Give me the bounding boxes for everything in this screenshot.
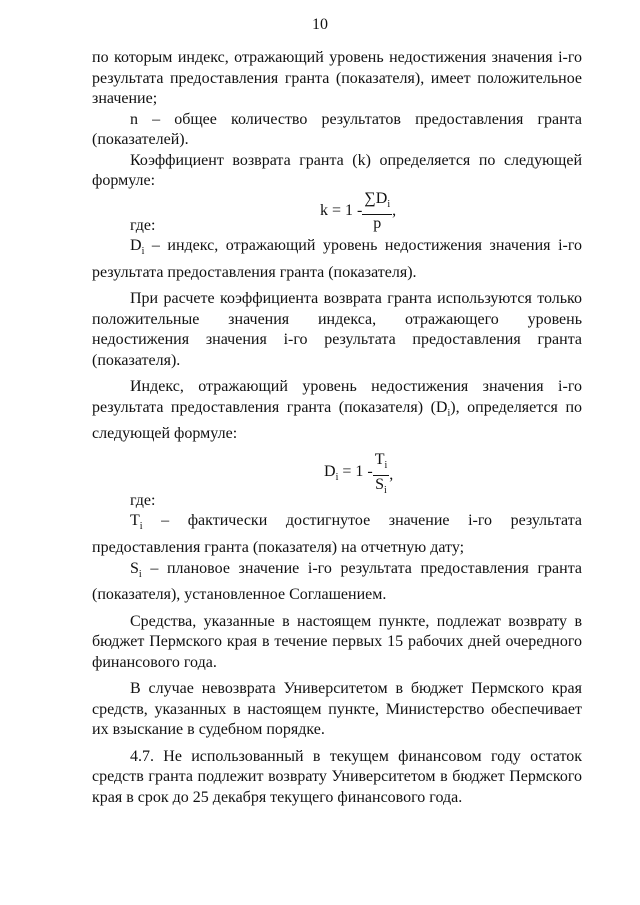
paragraph: В случае невозврата Университетом в бюджет Пермского края средств, указанных в настоящем пункте, Министерство обеспечивает их взыскание в судебном порядке. [92, 680, 582, 739]
where-label: где: [130, 491, 156, 509]
page-number: 10 [312, 16, 328, 33]
paragraph-text: – плановое значение i-го результата предоставления гранта (показателя), установленное Соглашением. [92, 559, 582, 604]
formula-di [92, 445, 582, 497]
paragraph [92, 377, 582, 445]
symbol: S [130, 559, 139, 577]
subscript: i [384, 485, 387, 497]
formula-lhs: k = 1 - [320, 201, 363, 219]
paragraph-text: Индекс, отражающий уровень недостижения значения i-го результата предоставления гранта (показателя) (D [92, 378, 582, 416]
formula-fraction [373, 451, 390, 500]
paragraph-text: – фактически достигнутое значение i-го результата предоставления гранта (показателя) на отчетную дату; [92, 512, 582, 557]
subscript: i [447, 407, 451, 419]
symbol: T [130, 512, 140, 530]
symbol: T [374, 450, 385, 468]
formula-lhs-text: = 1 - [338, 463, 373, 481]
formula-numerator [362, 190, 392, 215]
subscript: i [335, 472, 339, 484]
symbol: S [375, 476, 385, 494]
formula-di-expression [324, 451, 393, 500]
paragraph: Коэффициент возврата гранта (k) определяется по следующей формуле: [92, 151, 582, 189]
paragraph: по которым индекс, отражающий уровень недостижения значения i-го результата предоставления гранта (показателя), имеет положительное значение; [92, 49, 582, 107]
subscript: i [138, 568, 142, 580]
formula-lhs [324, 462, 373, 489]
subscript: i [384, 460, 388, 472]
subscript: i [139, 521, 143, 533]
formula-tail: , [392, 201, 397, 219]
sum-symbol: ∑D [364, 189, 388, 207]
formula-fraction [362, 190, 392, 233]
paragraph: Средства, указанные в настоящем пункте, подлежат возврату в бюджет Пермского края в течение первых 15 рабочих дней очередного финансового года. [92, 612, 582, 671]
paragraph: При расчете коэффициента возврата гранта используются только положительные значения индекса, отражающего уровень недостижения значения i-го результата предоставления гранта (показателя). [92, 290, 582, 369]
paragraph: 4.7. Не использованный в текущем финансовом году остаток средств гранта подлежит возврату Университетом в бюджет Пермского края в срок до 25 декабря текущего финансового года. [92, 747, 582, 806]
paragraph-text: ), определяется по следующей формуле: [92, 398, 583, 443]
paragraph-text: – индекс, отражающий уровень недостижения значения i-го результата предоставления гранта (показателя). [92, 237, 582, 281]
paragraph [92, 559, 582, 606]
document-body [92, 48, 582, 808]
formula-tail: , [389, 466, 394, 484]
where-label: где: [130, 216, 156, 234]
paragraph: n – общее количество результатов предоставления гранта (показателей). [92, 110, 582, 148]
paragraph [92, 511, 582, 558]
formula-denominator: p [373, 214, 382, 232]
formula-numerator [373, 451, 390, 476]
subscript: i [387, 198, 391, 210]
paragraph [92, 236, 582, 283]
symbol: D [324, 463, 336, 481]
symbol: D [130, 237, 142, 254]
formula-k-expression [320, 190, 396, 233]
subscript: i [141, 246, 145, 258]
formula-denominator [373, 476, 390, 500]
